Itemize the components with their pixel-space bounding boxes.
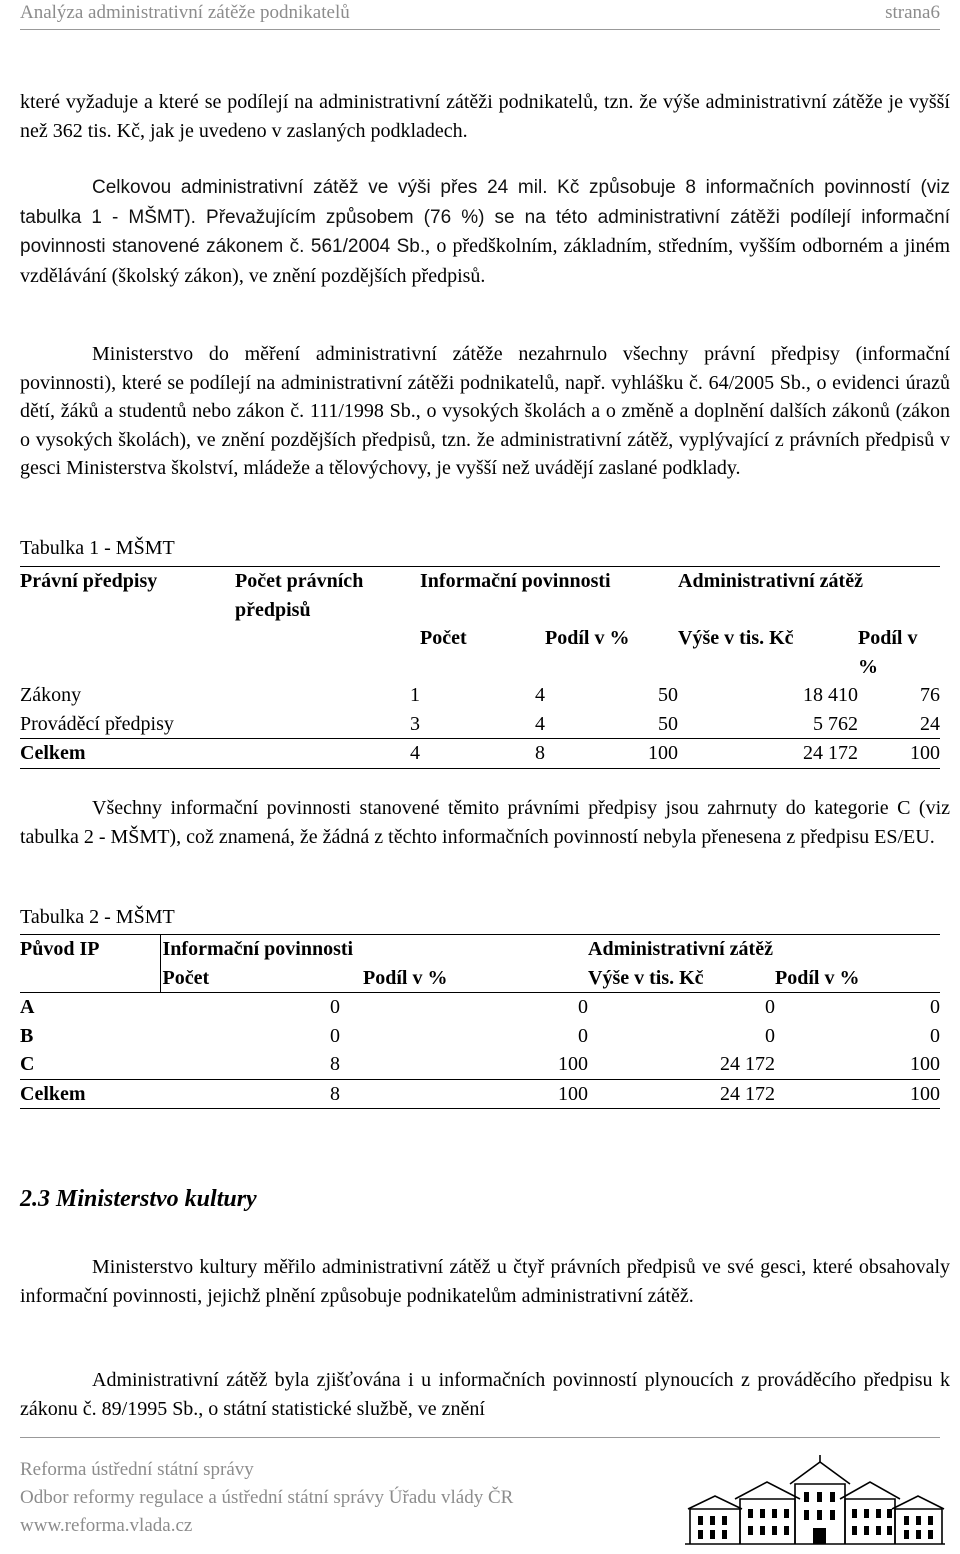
table-1-cell: 1 (410, 684, 420, 706)
table-2-cell: 0 (330, 996, 340, 1018)
table-row (20, 993, 940, 1022)
paragraph-2-part-c: , o předškolním, základním, středním, vyšším odborném a jiném vzdělávání (školský zákon), ve znění pozdějších předpisů. (20, 235, 950, 287)
table-2-header-vyse: Výše v tis. Kč (588, 966, 704, 989)
table-2-cell: 8 (330, 1082, 340, 1105)
page-header (20, 2, 940, 26)
table-2-cell: 0 (765, 996, 775, 1018)
table-2-cell: 8 (330, 1053, 340, 1075)
paragraph-4: Všechny informační povinnosti stanovené těmito právními předpisy jsou zahrnuty do kategorie C (viz tabulka 2 - MŠMT), což znamená, že žádná z těchto informačních povinností nebyla přenesena z předpisu ES/EU. (20, 797, 950, 848)
table-2-header-podil: Podíl v % (363, 966, 448, 989)
table-1-cell: Celkem (20, 742, 86, 764)
table-2-header-az: Administrativní zátěž (588, 938, 773, 960)
table-1-cell: 5 762 (813, 712, 858, 735)
table-1-header-pocet-pp: Počet právních předpisů (235, 570, 364, 621)
table-1-cell: 24 172 (803, 742, 858, 764)
table-2-header-puvod: Původ IP (20, 935, 160, 964)
table-1-cell: 50 (658, 712, 678, 735)
table-1-cell: 4 (535, 684, 545, 706)
header-divider (20, 29, 940, 30)
table-1 (20, 566, 940, 769)
table-row (20, 681, 940, 710)
section-number: 2.3 (20, 1186, 50, 1212)
header-title: Analýza administrativní zátěže podnikatelů (20, 2, 350, 23)
table-1-caption: Tabulka 1 - MŠMT (20, 537, 175, 559)
government-building-logo (680, 1454, 950, 1552)
table-1-cell: 50 (658, 684, 678, 706)
table-2-header-ip: Informační povinnosti (162, 938, 354, 960)
paragraph-1: které vyžaduje a které se podílejí na administrativní zátěži podnikatelů, tzn. že výše administrativní zátěže je vyšší než 362 tis. Kč, jak je uvedeno v zaslaných podkladech. (20, 91, 950, 142)
table-1-header-pocet: Počet (420, 627, 467, 649)
table-row-total (20, 1079, 940, 1109)
table-2-cell: 24 172 (720, 1082, 775, 1105)
table-2-header-pocet: Počet (162, 966, 210, 989)
paragraph-2 (20, 173, 950, 290)
section-title: Ministerstvo kultury (56, 1186, 257, 1212)
table-row (20, 1022, 940, 1051)
table-2-cell: 100 (558, 1082, 588, 1105)
table-1-header-podil2: Podíl v % (858, 627, 918, 678)
table-2-cell: 24 172 (720, 1053, 775, 1075)
table-1-header-vyse: Výše v tis. Kč (678, 627, 794, 649)
table-1-cell: 4 (410, 742, 420, 764)
table-1-cell: 3 (410, 712, 420, 735)
table-1-cell: 76 (920, 684, 940, 706)
table-1-header-ip: Informační povinnosti (420, 570, 611, 592)
table-1-cell: Prováděcí předpisy (20, 712, 174, 735)
paragraph-2-part-a: Celkovou administrativní zátěž ve výši přes 24 mil. Kč způsobuje 8 informačních povinností (viz tabulka 1 - MŠMT). (20, 177, 950, 228)
table-2-cell: 0 (930, 1024, 940, 1047)
table-1-header-az: Administrativní zátěž (678, 570, 863, 592)
table-2-cell: 100 (558, 1053, 588, 1075)
footer-divider (20, 1437, 940, 1438)
table-1-cell: 4 (535, 712, 545, 735)
table-2-cell: A (20, 996, 35, 1018)
footer-line-2: Odbor reformy regulace a ústřední státní správy Úřadu vlády ČR (20, 1487, 514, 1508)
footer-line-3: www.reforma.vlada.cz (20, 1515, 193, 1536)
footer-line-1: Reforma ústřední státní správy (20, 1459, 254, 1480)
table-1-cell: 8 (535, 742, 545, 764)
table-row-total (20, 739, 940, 769)
table-1-cell: 100 (910, 742, 940, 764)
table-2 (20, 934, 940, 1109)
paragraph-2-part-b: Převažujícím způsobem (76 %) se na této administrativní zátěži podílejí informační povinnosti stanovené zákonem č. 561/2004 Sb. (20, 206, 950, 257)
table-2-cell: 0 (578, 996, 588, 1018)
table-2-cell: Celkem (20, 1082, 86, 1105)
table-row (20, 1050, 940, 1079)
table-2-cell: B (20, 1024, 34, 1047)
paragraph-5: Ministerstvo kultury měřilo administrativní zátěž u čtyř právních předpisů ve své gesci, které obsahovaly informační povinnosti, jejichž plnění způsobuje podnikatelům administrativní zátěž. (20, 1256, 950, 1307)
table-2-caption: Tabulka 2 - MŠMT (20, 906, 175, 928)
table-1-header-podil: Podíl v % (545, 627, 630, 649)
paragraph-6: Administrativní zátěž byla zjišťována i u informačních povinností plynoucích z prováděcího předpisu k zákonu č. 89/1995 Sb., o státní statistické službě, ve znění (20, 1369, 950, 1420)
table-2-cell: 0 (578, 1024, 588, 1047)
table-2-cell: 0 (930, 996, 940, 1018)
table-1-cell: 18 410 (803, 684, 858, 706)
table-row (20, 710, 940, 739)
table-2-header-podil2: Podíl v % (775, 966, 860, 989)
table-2-cell: 0 (765, 1024, 775, 1047)
table-2-cell: C (20, 1053, 35, 1075)
paragraph-3: Ministerstvo do měření administrativní zátěže nezahrnulo všechny právní předpisy (informační povinnosti), které se podílejí na administrativní zátěži podnikatelů, např. vyhlášku č. 64/2005 Sb., o evidenci úrazů dětí, žáků a studentů nebo zákon č. 111/1998 Sb., o vysokých školách a o změně a doplnění dalších zákonů (zákon o vysokých školách), ve znění pozdějších předpisů, tzn. že administrativní zátěž, vyplývající z právních předpisů v gesci Ministerstva školství, mládeže a tělovýchovy, je vyšší než uvádějí zaslané podklady. (20, 343, 950, 479)
table-1-cell: 100 (648, 742, 678, 764)
table-1-cell: 24 (920, 712, 940, 735)
table-2-cell: 100 (910, 1053, 940, 1075)
section-heading (20, 1186, 257, 1213)
page-number: strana6 (885, 2, 940, 23)
table-2-cell: 0 (330, 1024, 340, 1047)
table-1-cell: Zákony (20, 684, 82, 706)
table-2-cell: 100 (910, 1082, 940, 1105)
table-1-header-pravni: Právní předpisy (20, 570, 158, 592)
